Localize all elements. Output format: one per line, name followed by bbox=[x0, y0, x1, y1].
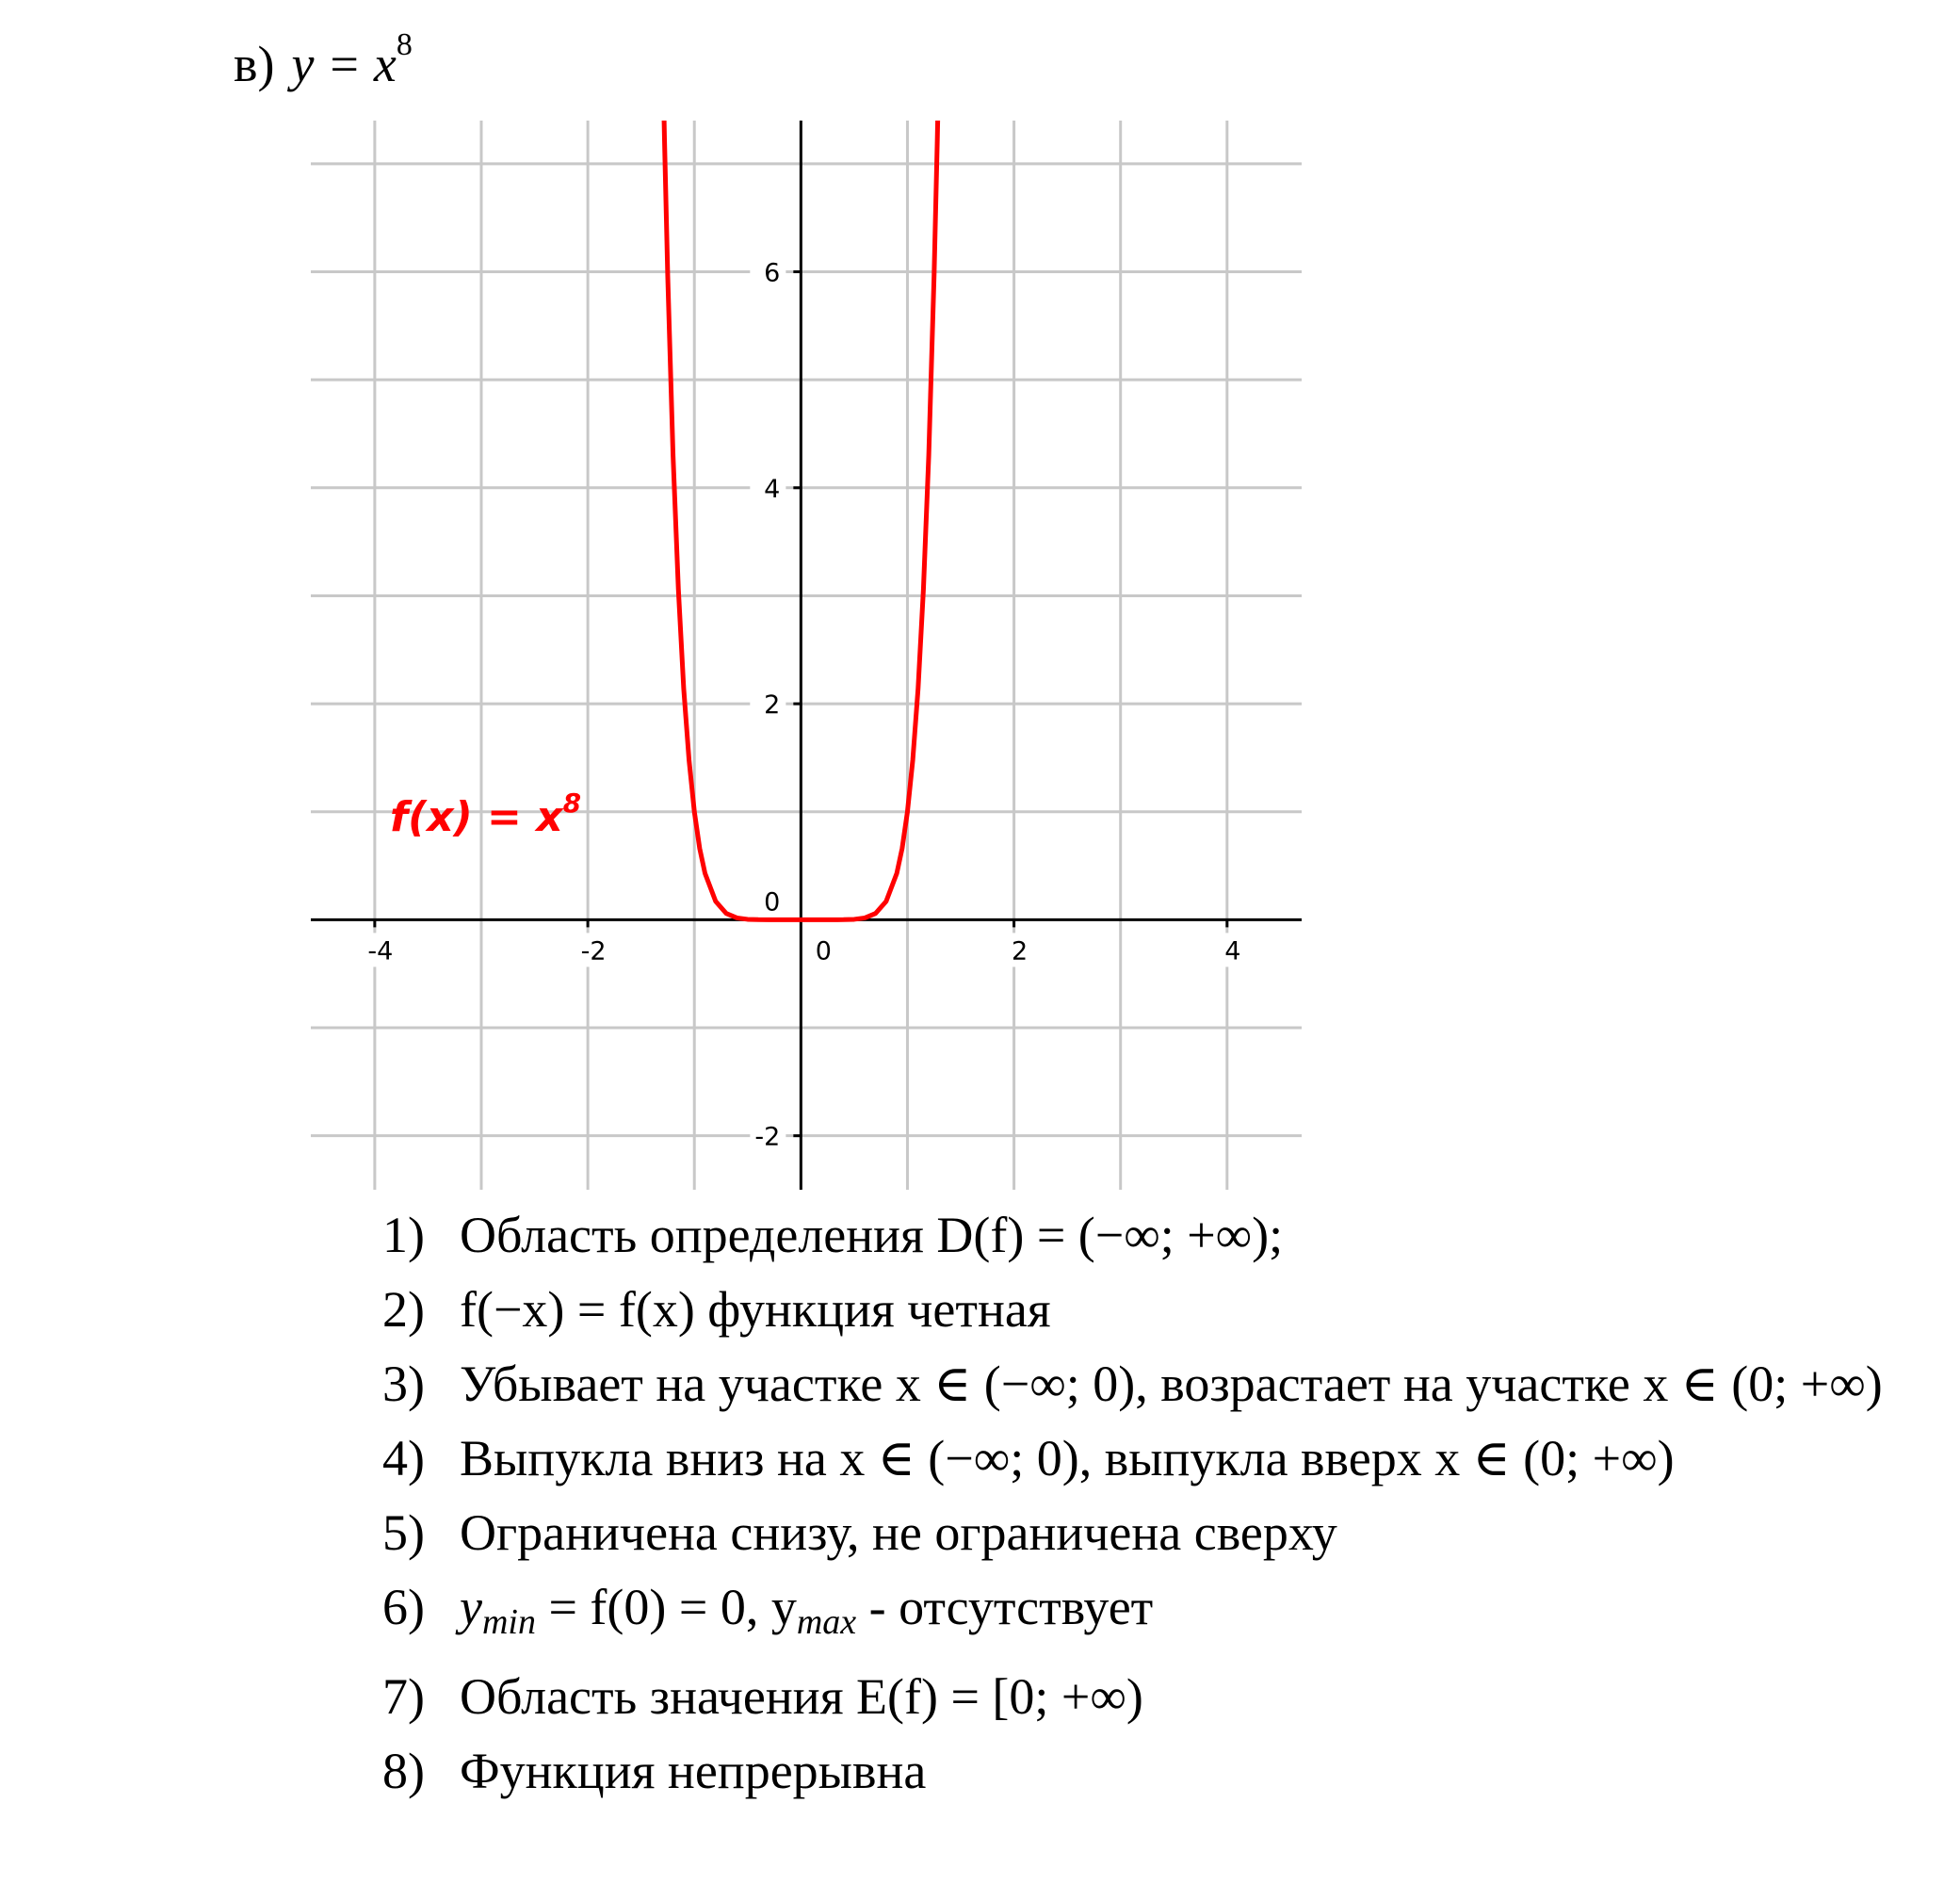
property-4-text: Выпукла вниз на x ∈ (−∞; 0), выпукла вверх x ∈ (0; +∞) bbox=[460, 1430, 1675, 1486]
property-6-number: 6) bbox=[382, 1579, 425, 1635]
property-5 bbox=[382, 1496, 1948, 1570]
task-formula bbox=[291, 27, 413, 92]
y-tick-label: 2 bbox=[764, 690, 781, 721]
x-tick-label: 0 bbox=[815, 936, 832, 966]
property-6-middle: = f(0) = 0, y bbox=[535, 1579, 797, 1635]
property-2 bbox=[382, 1273, 1948, 1347]
axes bbox=[311, 121, 1302, 1190]
property-5-number: 5) bbox=[382, 1504, 425, 1561]
property-6 bbox=[382, 1570, 1948, 1660]
property-7-text: Область значения E(f) = [0; +∞) bbox=[460, 1668, 1143, 1725]
property-8 bbox=[382, 1734, 1948, 1809]
y-tick-label: 0 bbox=[764, 887, 781, 918]
x-tick-label: 4 bbox=[1224, 936, 1241, 966]
property-8-text: Функция непрерывна bbox=[460, 1743, 927, 1799]
property-6-end: - отсутствует bbox=[856, 1579, 1154, 1635]
task-formula-exponent: 8 bbox=[396, 27, 413, 62]
property-3-text: Убывает на участке x ∈ (−∞; 0), возрастает на участке x ∈ (0; +∞) bbox=[460, 1356, 1883, 1412]
property-6-ymin-sub: min bbox=[481, 1602, 536, 1642]
property-7 bbox=[382, 1660, 1948, 1734]
function-graph bbox=[311, 121, 1302, 1190]
y-tick-label: 6 bbox=[764, 258, 781, 288]
property-8-number: 8) bbox=[382, 1743, 425, 1799]
grid-lines bbox=[311, 121, 1302, 1190]
property-3 bbox=[382, 1347, 1948, 1421]
y-tick-label: -2 bbox=[754, 1122, 781, 1152]
property-3-number: 3) bbox=[382, 1356, 425, 1412]
property-6-text bbox=[460, 1570, 1948, 1660]
curve-label-base: f(x) = x bbox=[390, 793, 563, 841]
task-prefix: в) bbox=[234, 36, 275, 92]
property-2-number: 2) bbox=[382, 1281, 425, 1338]
property-6-ymax-sub: max bbox=[796, 1602, 857, 1642]
curve-label bbox=[390, 788, 581, 841]
properties-list bbox=[382, 1198, 1948, 1809]
x-tick-label: 2 bbox=[1011, 936, 1029, 966]
property-4 bbox=[382, 1421, 1948, 1496]
property-1-text: Область определения D(f) = (−∞; +∞); bbox=[460, 1207, 1284, 1263]
x-tick-label: -4 bbox=[367, 936, 394, 966]
curve-label-exponent: 8 bbox=[562, 788, 582, 819]
task-formula-base: y = x bbox=[291, 36, 397, 92]
property-5-text: Ограничена снизу, не ограничена сверху bbox=[460, 1504, 1337, 1561]
property-1 bbox=[382, 1198, 1948, 1273]
property-6-ymin: y bbox=[460, 1579, 482, 1635]
property-2-text: f(−x) = f(x) функция четная bbox=[460, 1281, 1051, 1338]
property-4-number: 4) bbox=[382, 1430, 425, 1486]
property-1-number: 1) bbox=[382, 1207, 425, 1263]
y-tick-label: 4 bbox=[764, 474, 781, 504]
task-heading bbox=[234, 17, 413, 92]
property-7-number: 7) bbox=[382, 1668, 425, 1725]
x-tick-label: -2 bbox=[580, 936, 607, 966]
